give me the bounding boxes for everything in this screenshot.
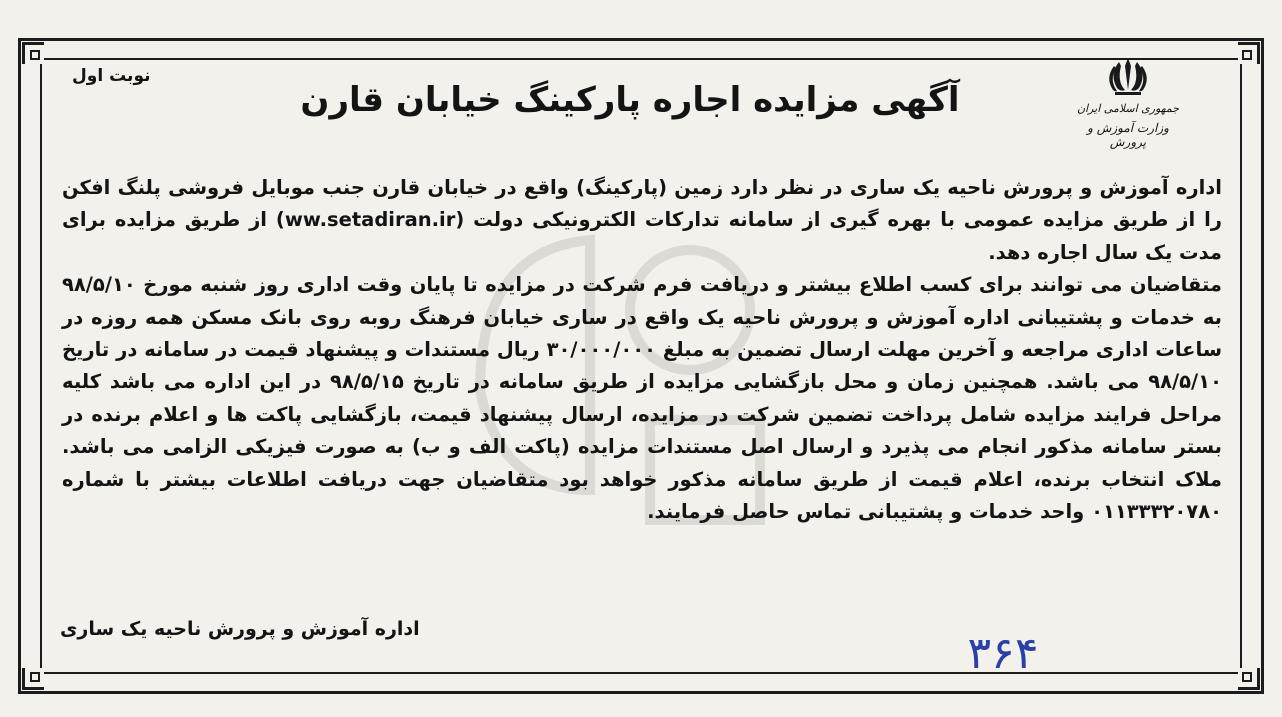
border-corner-square <box>1242 672 1252 682</box>
iran-emblem-icon <box>1105 56 1151 96</box>
border-corner-square <box>30 672 40 682</box>
border-corner-square <box>30 50 40 60</box>
notice-body <box>62 172 1222 528</box>
handwritten-number <box>948 616 1058 696</box>
notice-paragraph-1: اداره آموزش و پرورش ناحیه یک ساری در نظر دارد زمین (پارکینگ) واقع در خیابان قارن جنب موبایل فروشی پلنگ افکن را از طریق مزایده عمومی با بهره گیری از سامانه تدارکات الکترونیکی دولت (ww.setadiran.ir) از طریق مزایده برای مدت یک سال اجاره دهد. <box>62 176 1223 264</box>
ministry-logo <box>1068 56 1188 164</box>
logo-caption-country: جمهوری اسلامی ایران <box>1076 102 1180 115</box>
notice-paragraph-2: متقاضیان می توانند برای کسب اطلاع بیشتر و دریافت فرم شرکت در مزایده تا پایان وقت اداری روز شنبه مورخ ۹۸/۵/۱۰ به خدمات و پشتیبانی اداره آموزش و پرورش ناحیه یک واقع در ساری خیابان فرهنگ روبه روی بانک مسکن همه روزه در ساعات اداری مراجعه و آخرین مهلت ارسال تضمین به مبلغ ۳۰/۰۰۰/۰۰۰ ریال مستندات و پیشنهاد قیمت در سامانه در تاریخ ۹۸/۵/۱۰ می باشد. همچنین زمان و محل بازگشایی مزایده از طریق سامانه در تاریخ ۹۸/۵/۱۵ در این اداره می باشد کلیه مراحل فرایند مزایده شامل پرداخت تضمین شرکت در مزایده، ارسال پیشنهاد قیمت، بازگشایی پاکت ها و اعلام برنده در بستر سامانه مذکور انجام می پذیرد و ارسال اصل مستندات مزایده (پاکت الف و ب) به صورت فیزیکی الزامی می باشد. ملاک انتخاب برنده، اعلام قیمت از طریق سامانه مذکور خواهد بود متقاضیان جهت دریافت اطلاعات بیشتر با شماره ۰۱۱۳۳۳۲۰۷۸۰ واحد خدمات و پشتیبانی تماس حاصل فرمایند. <box>62 273 1223 524</box>
border-corner-square <box>1242 50 1252 60</box>
publication-round-label: نوبت اول <box>72 66 151 86</box>
notice-title: آگهی مزایده اجاره پارکینگ خیابان قارن <box>300 80 960 120</box>
issuer-signature: اداره آموزش و پرورش ناحیه یک ساری <box>60 618 420 640</box>
logo-caption-ministry: وزارت آموزش و پرورش <box>1087 121 1169 149</box>
handwritten-number-text: ۳۶۴ <box>967 628 1039 679</box>
